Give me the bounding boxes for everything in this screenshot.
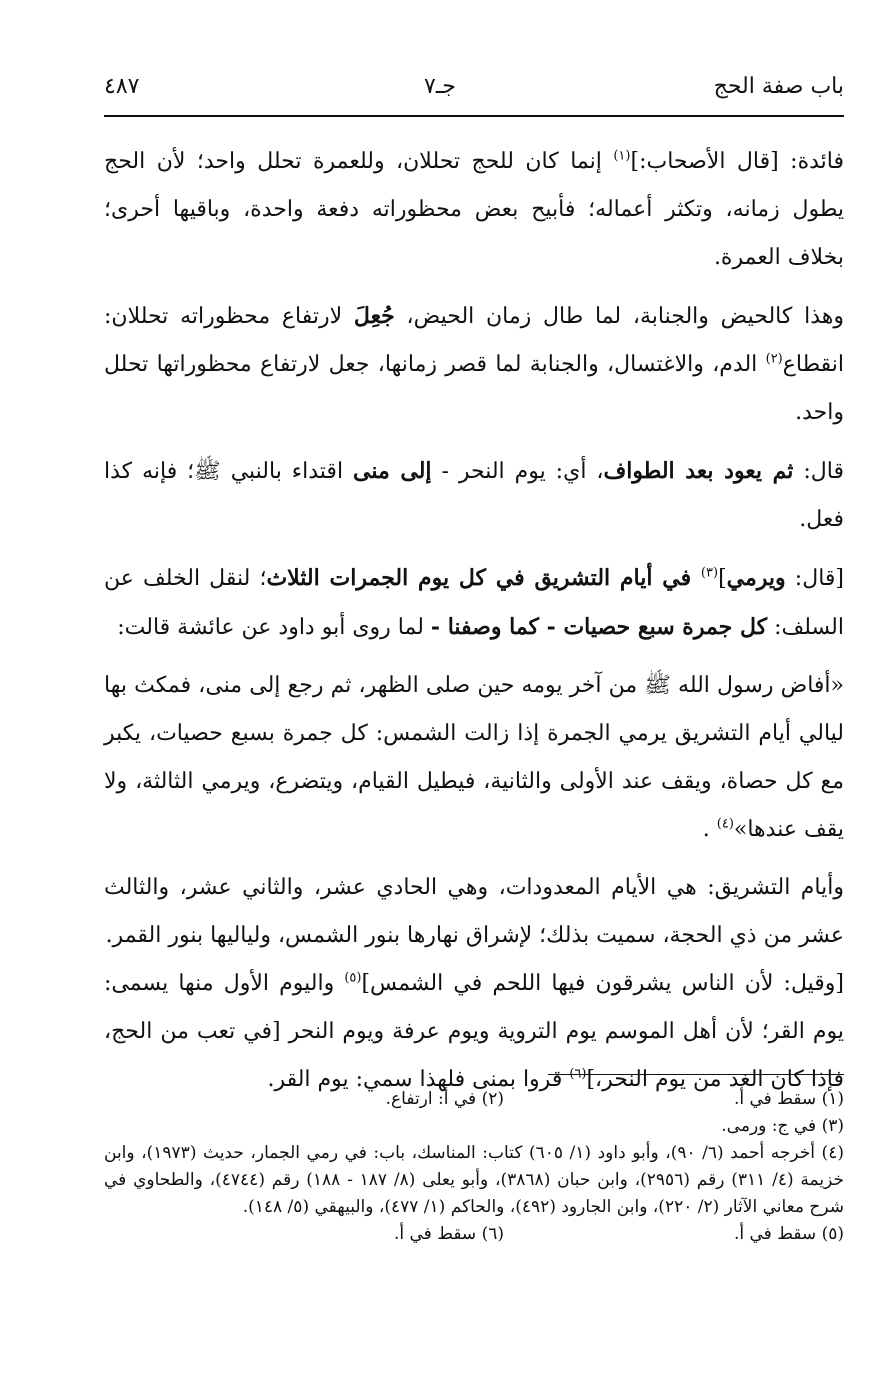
footnote-ref-2: (٢)	[765, 351, 783, 367]
p4-text-c: ]	[718, 566, 727, 591]
footnote-ref-6: (٦)	[569, 1066, 587, 1082]
p1-text-b: إنما كان للحج تحللان، وللعمرة تحلل واحد؛ لأن الحج يطول زمانه، وتكثر أعماله؛ فأبيح بعض محظوراته دفعة واحدة، وباقيها أحرى؛ بخلاف العمرة.	[104, 149, 844, 270]
footnote-5: (٥) سقط في أ.	[733, 1224, 844, 1244]
footnote-4: (٤) أخرجه أحمد (٦/ ٩٠)، وأبو داود (١/ ٦٠٥) كتاب: المناسك، باب: في رمي الجمار، حديث (١٩٧٣)، وابن خزيمة (٤/ ٣١١) رقم (٢٩٥٦)، وابن حبان (٣٨٦٨)، وأبو يعلى (٨/ ١٨٧ - ١٨٨) رقم (٤٧٤٤)، والطحاوي في شرح معاني الآثار (٢/ ٢٢٠)، وابن الجارود (٤٩٢)، والحاكم (١/ ٤٧٧)، والبيهقي (٥/ ١٤٨).	[104, 1143, 844, 1217]
p1-text-a: فائدة: [قال الأصحاب:]	[630, 149, 845, 174]
footnote-3: (٣) في ج: ورمى.	[721, 1116, 844, 1136]
paragraph-4	[104, 554, 844, 652]
p4-text-e: ؛ لنقل الخلف عن السلف:	[104, 566, 844, 640]
p3-bold-1: ثم يعود بعد الطواف	[603, 458, 794, 484]
main-text	[104, 138, 844, 1114]
p4-text-g: لما روى أبو داود عن عائشة قالت:	[117, 615, 431, 640]
paragraph-6	[104, 864, 844, 960]
paragraph-7	[104, 960, 844, 1104]
paragraph-3	[104, 447, 844, 544]
paragraph-5-hadith	[104, 662, 844, 854]
footnote-separator	[548, 1074, 844, 1075]
footnote-ref-1: (١)	[613, 148, 631, 164]
footnote-2: (٢) في أ: ارتفاع.	[385, 1089, 504, 1109]
p2-text-c: لارتفاع محظوراته تحللان: انقطاع	[104, 304, 844, 377]
p4-text-a: [قال:	[785, 566, 844, 591]
p4-bold-1: ويرمي	[726, 565, 786, 591]
page-number: ٤٨٧	[104, 74, 140, 99]
chapter-title: باب صفة الحج	[713, 74, 844, 99]
footnote-ref-4: (٤)	[716, 816, 734, 832]
p7-text-a: [وقيل: لأن الناس يشرقون فيها اللحم في الشمس]	[361, 971, 844, 996]
footnote-6: (٦) سقط في أ.	[393, 1224, 504, 1244]
header-rule	[104, 115, 844, 117]
footnotes	[104, 1086, 844, 1248]
p6-text: وأيام التشريق: هي الأيام المعدودات، وهي الحادي عشر، والثاني عشر، والثالث عشر من ذي الحجة، سميت بذلك؛ لإشراق نهارها بنور الشمس، ولياليها بنور القمر.	[104, 875, 844, 948]
p4-bold-3: كل جمرة سبع حصيات - كما وصفنا -	[430, 614, 768, 640]
footnote-row-1	[104, 1086, 844, 1113]
p2-text-d: الدم، والاغتسال، والجنابة لما قصر زمانها، جعل لارتفاع محظوراتها تحلل واحد.	[104, 352, 844, 425]
paragraph-2	[104, 292, 844, 437]
hadith-text: «أفاض رسول الله ﷺ من آخر يومه حين صلى الظهر، ثم رجع إلى منى، فمكث بها ليالي أيام التشريق يرمي الجمرة إذا زالت الشمس: كل جمرة بسبع حصيات، يكبر مع كل حصاة، ويقف عند الأولى والثانية، فيطيل القيام، ويتضرع، ويرمي الثالثة، ولا يقف عندها»	[104, 673, 844, 842]
footnote-ref-5: (٥)	[344, 970, 362, 986]
p2-text-a: وهذا كالحيض والجنابة، لما طال زمان الحيض،	[394, 304, 844, 329]
footnote-1: (١) سقط في أ.	[733, 1089, 844, 1109]
hadith-end: .	[702, 817, 717, 842]
p4-bold-2: في أيام التشريق في كل يوم الجمرات الثلاث	[266, 565, 701, 591]
p7-text-b: واليوم الأول منها يسمى: يوم القر؛ لأن أهل الموسم يوم التروية ويوم عرفة ويوم النحر [في تعب من الحج، فإذا كان الغد من يوم النحر،]	[104, 971, 844, 1092]
p3-text-e: اقتداء بالنبي ﷺ؛ فإنه كذا فعل.	[104, 459, 844, 532]
p3-bold-2: إلى منى	[353, 458, 432, 484]
p2-bold: جُعِلَ	[353, 303, 395, 329]
p3-text-c: ، أي: يوم النحر -	[431, 459, 604, 484]
running-header	[104, 74, 844, 114]
footnote-ref-3: (٣)	[700, 565, 719, 581]
p3-text-a: قال:	[793, 459, 845, 484]
paragraph-1	[104, 138, 844, 282]
p7-text-c: قروا بمنى فلهذا سمي: يوم القر.	[267, 1067, 570, 1092]
volume-number: جـ٧	[424, 74, 456, 99]
footnote-row-3	[104, 1221, 844, 1248]
